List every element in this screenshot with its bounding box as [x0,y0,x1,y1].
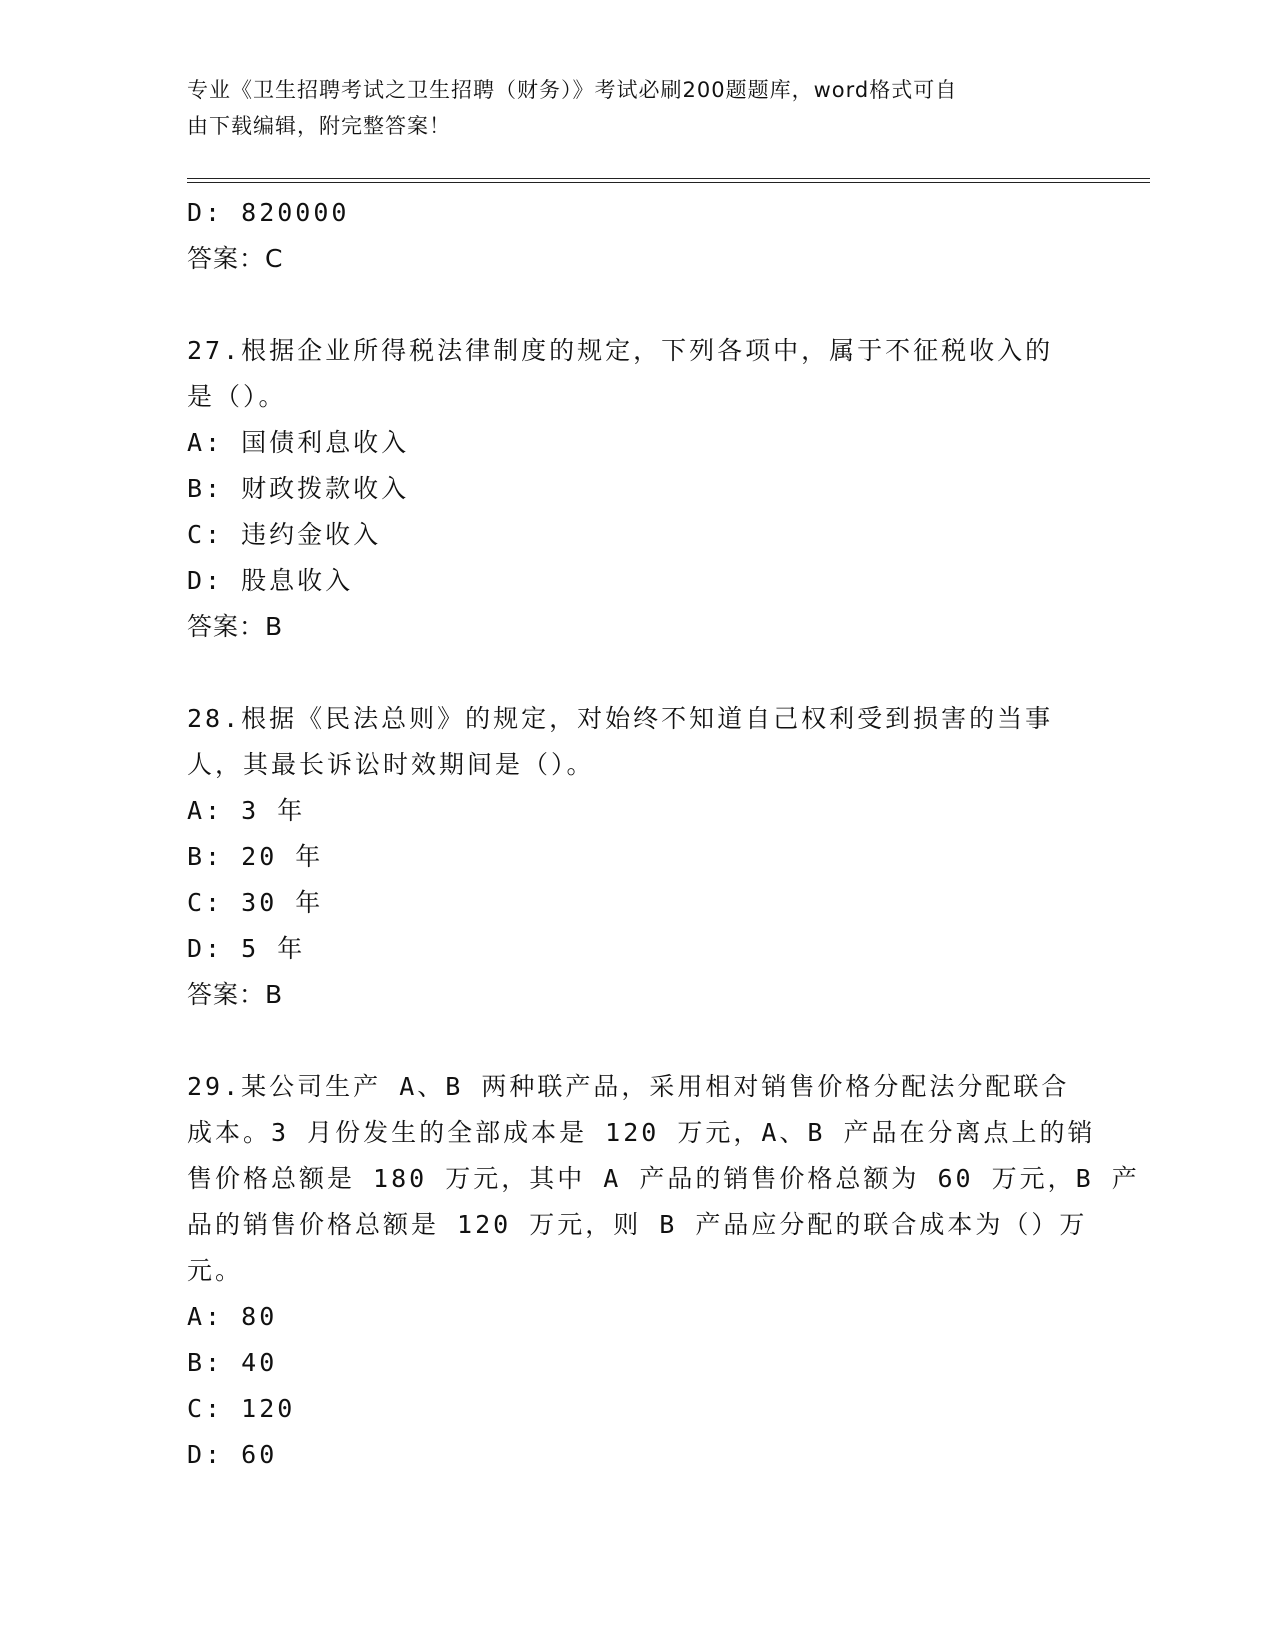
question-28-text-2: 人，其最长诉讼时效期间是（）。 [187,750,595,779]
question-list [187,190,1140,1478]
header-divider-bottom [187,182,1150,183]
question-29-text-1: 29.某公司生产 A、B 两种联产品，采用相对销售价格分配法分配联合 [187,1072,1070,1101]
question-27-option-a: A: 国债利息收入 [187,428,410,457]
question-27-text-1: 27.根据企业所得税法律制度的规定，下列各项中，属于不征税收入的 [187,336,1054,365]
question-29 [187,1064,1140,1478]
header-line-1: 专业《卫生招聘考试之卫生招聘（财务）》考试必刷200题题库，word格式可自 [187,78,958,102]
question-29-option-a: A: 80 [187,1302,278,1331]
question-28-option-d: D: 5 年 [187,934,306,963]
question-27-text-2: 是（）。 [187,382,287,411]
question-27-option-c: C: 违约金收入 [187,520,382,549]
question-28-option-c: C: 30 年 [187,888,324,917]
header-divider-top [187,178,1150,179]
spacer [187,282,1067,328]
question-28-text-1: 28.根据《民法总则》的规定，对始终不知道自己权利受到损害的当事 [187,704,1054,733]
document-header [187,72,1067,144]
prev-option-d: D: 820000 [187,198,350,227]
question-28 [187,696,1067,1018]
header-line-2: 由下载编辑，附完整答案！ [187,114,451,138]
question-27-option-d: D: 股息收入 [187,566,354,595]
question-29-option-b: B: 40 [187,1348,278,1377]
question-29-text-5: 元。 [187,1256,244,1285]
question-28-option-a: A: 3 年 [187,796,306,825]
question-28-option-b: B: 20 年 [187,842,324,871]
question-29-option-d: D: 60 [187,1440,278,1469]
question-29-option-c: C: 120 [187,1394,296,1423]
question-27-answer: 答案：B [187,612,284,641]
spacer [187,1018,1067,1064]
spacer [187,650,1067,696]
question-27 [187,328,1067,650]
question-29-text-3: 售价格总额是 180 万元，其中 A 产品的销售价格总额为 60 万元，B 产 [187,1164,1140,1193]
prev-answer: 答案：C [187,244,284,273]
question-29-text-4: 品的销售价格总额是 120 万元，则 B 产品应分配的联合成本为（）万 [187,1210,1088,1239]
question-29-text-2: 成本。3 月份发生的全部成本是 120 万元，A、B 产品在分离点上的销 [187,1118,1096,1147]
question-27-option-b: B: 财政拨款收入 [187,474,410,503]
question-28-answer: 答案：B [187,980,284,1009]
